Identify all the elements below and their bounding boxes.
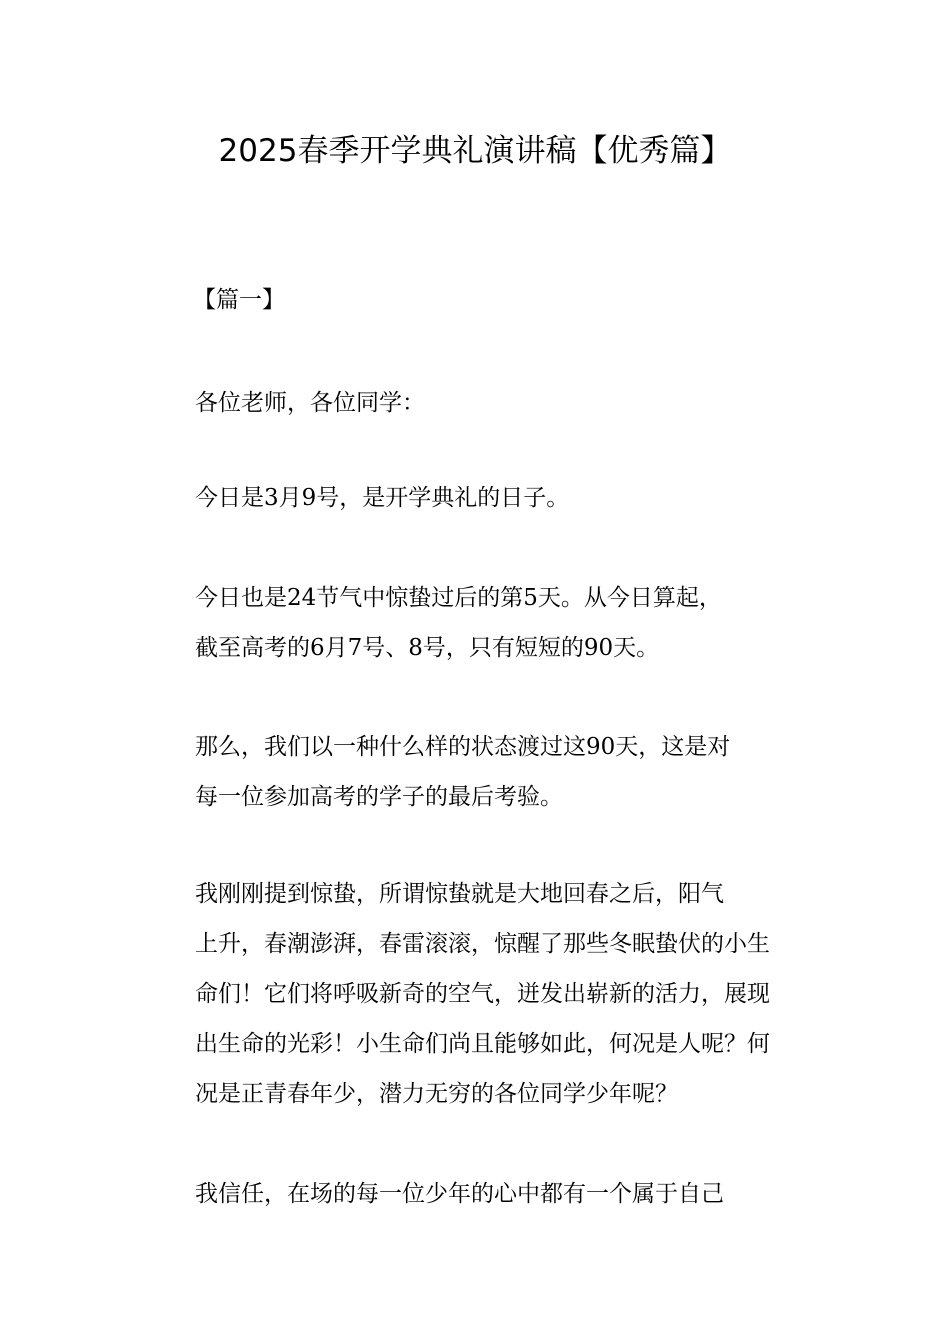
paragraph-line: 每一位参加高考的学子的最后考验。 [195,784,563,810]
paragraph-line: 截至高考的6月7号、8号，只有短短的90天。 [195,635,660,661]
section-heading: 【篇一】 [193,287,285,313]
paragraph-line: 今日是3月9号，是开学典礼的日子。 [195,485,570,511]
paragraph-greeting [146,378,826,428]
paragraph-awakening [146,869,826,1119]
paragraph-line: 那么，我们以一种什么样的状态渡过这90天，这是对 [195,734,731,760]
paragraph-solar-term [146,573,826,673]
paragraph-line: 各位老师，各位同学： [195,390,425,416]
document-title: 2025春季开学典礼演讲稿【优秀篇】 [218,133,732,169]
paragraph-state [146,722,826,822]
paragraph-line: 我刚刚提到惊蛰，所谓惊蛰就是大地回春之后，阳气 [195,881,724,907]
paragraph-line: 命们！它们将呼吸新奇的空气，迸发出崭新的活力，展现 [195,981,770,1007]
paragraph-line: 况是正青春年少，潜力无穷的各位同学少年呢？ [195,1081,678,1107]
paragraph-line: 出生命的光彩！小生命们尚且能够如此，何况是人呢？何 [195,1031,770,1057]
paragraph-belief [146,1169,826,1219]
paragraph-line: 我信任，在场的每一位少年的心中都有一个属于自己 [195,1181,724,1207]
paragraph-line: 上升，春潮澎湃，春雷滚滚，惊醒了那些冬眠蛰伏的小生 [195,931,770,957]
paragraph-date [146,473,826,523]
paragraph-line: 今日也是24节气中惊蛰过后的第5天。从今日算起， [195,585,722,611]
